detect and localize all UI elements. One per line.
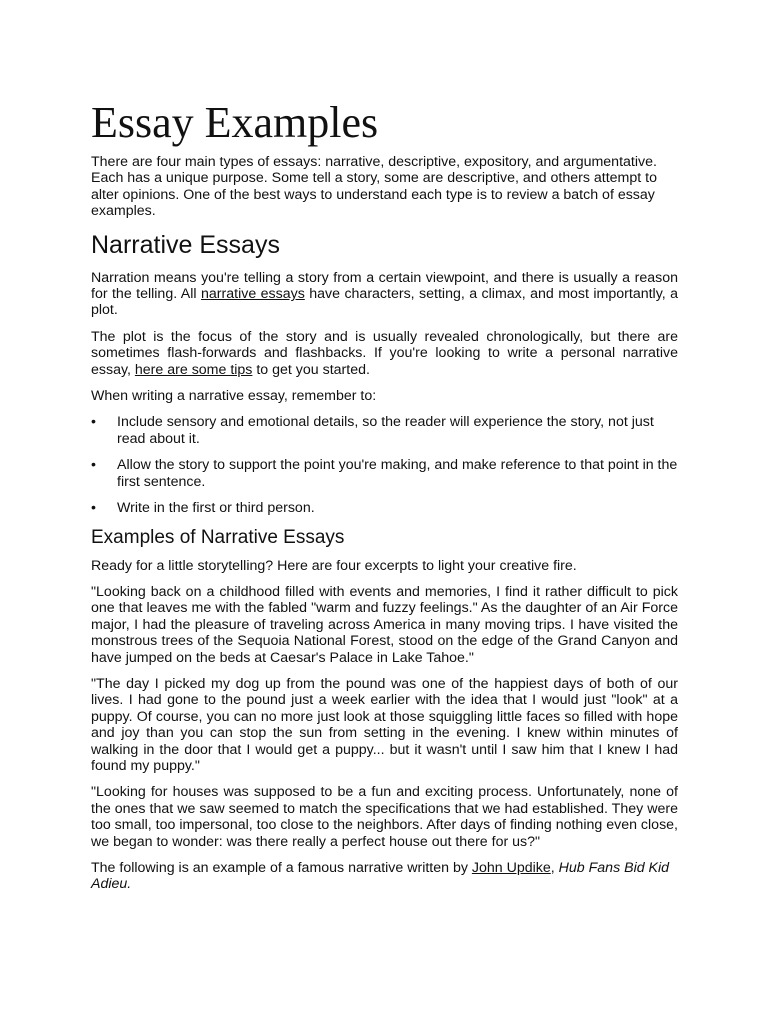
remember-paragraph: When writing a narrative essay, remember to: <box>91 388 377 405</box>
narrative-p1-text-start: Narration means you're telling a story from a certain viewpoint, and there is usually a reason for the telling. All <box>91 269 678 303</box>
tips-list <box>91 414 678 516</box>
bullet-icon: • <box>91 414 96 431</box>
examples-lead: Ready for a little storytelling? Here are four excerpts to light your creative fire. <box>91 557 577 574</box>
intro-paragraph: There are four main types of essays: narrative, descriptive, expository, and argumentative. Each has a unique purpose. Some tell a story, some are descriptive, and others attempt to alter opinions. One of the best ways to understand each type is to review a batch of essay examples. <box>91 154 657 220</box>
list-item <box>91 457 678 490</box>
closing-comma: , <box>550 860 559 876</box>
closing-text-start: The following is an example of a famous narrative written by <box>91 860 472 876</box>
narrative-paragraph-2 <box>91 329 678 378</box>
list-item-text: Allow the story to support the point you're making, and make reference to that point in the first sentence. <box>117 457 678 490</box>
list-item-text: Include sensory and emotional details, so the reader will experience the story, not just read about it. <box>117 414 654 447</box>
narrative-essays-link[interactable]: narrative essays <box>201 286 305 303</box>
narrative-p2-text-start: The plot is the focus of the story and is usually revealed chronologically, but there are sometimes flash-forwards and flashbacks. If you're looking to write a personal narrative essay, <box>91 328 678 378</box>
list-item-text: Write in the first or third person. <box>117 500 315 517</box>
bullet-icon: • <box>91 500 96 517</box>
bullet-icon: • <box>91 457 96 474</box>
excerpt-2: "The day I picked my dog up from the pound was one of the happiest days of both of our lives. I had gone to the pound just a week earlier with the idea that I would just "look" at a puppy. Of course, you can no more just look at those squiggling little faces so filled with hope and joy than you can stop the sun from setting in the evening. I knew within minutes of walking in the door that I would get a puppy... but it wasn't until I saw him that I knew I had found my puppy." <box>91 675 678 774</box>
closing-work-title: Hub Fans Bid Kid Adieu. <box>91 860 670 893</box>
list-item <box>91 414 678 447</box>
tips-link[interactable]: here are some tips <box>134 361 253 378</box>
closing-paragraph <box>91 860 678 893</box>
document-content <box>91 96 678 903</box>
narrative-paragraph-1 <box>91 270 678 319</box>
excerpt-1: "Looking back on a childhood filled with events and memories, I find it rather difficult to pick one that leaves me with the fabled "warm and fuzzy feelings." As the daughter of an Air Force major, I had the pleasure of traveling across America in many moving trips. I have visited the monstrous trees of the Sequoia National Forest, stood on the edge of the Grand Canyon and have jumped on the beds at Caesar's Palace in Lake Tahoe." <box>91 583 678 666</box>
page-title: Essay Examples <box>91 98 379 147</box>
list-item <box>91 500 678 516</box>
excerpt-3: "Looking for houses was supposed to be a fun and exciting process. Unfortunately, none of the ones that we saw seemed to match the specifications that we had established. They were too small, too impersonal, too close to the neighbors. After days of finding nothing even close, we began to wonder: was there really a perfect house out there for us?" <box>91 784 678 850</box>
examples-heading: Examples of Narrative Essays <box>91 526 345 548</box>
john-updike-link[interactable]: John Updike <box>471 860 551 876</box>
narrative-p2-text-end: to get you started. <box>252 361 370 378</box>
narrative-p1-text-end: have characters, setting, a climax, and most importantly, a plot. <box>91 286 679 319</box>
narrative-heading: Narrative Essays <box>91 230 280 259</box>
